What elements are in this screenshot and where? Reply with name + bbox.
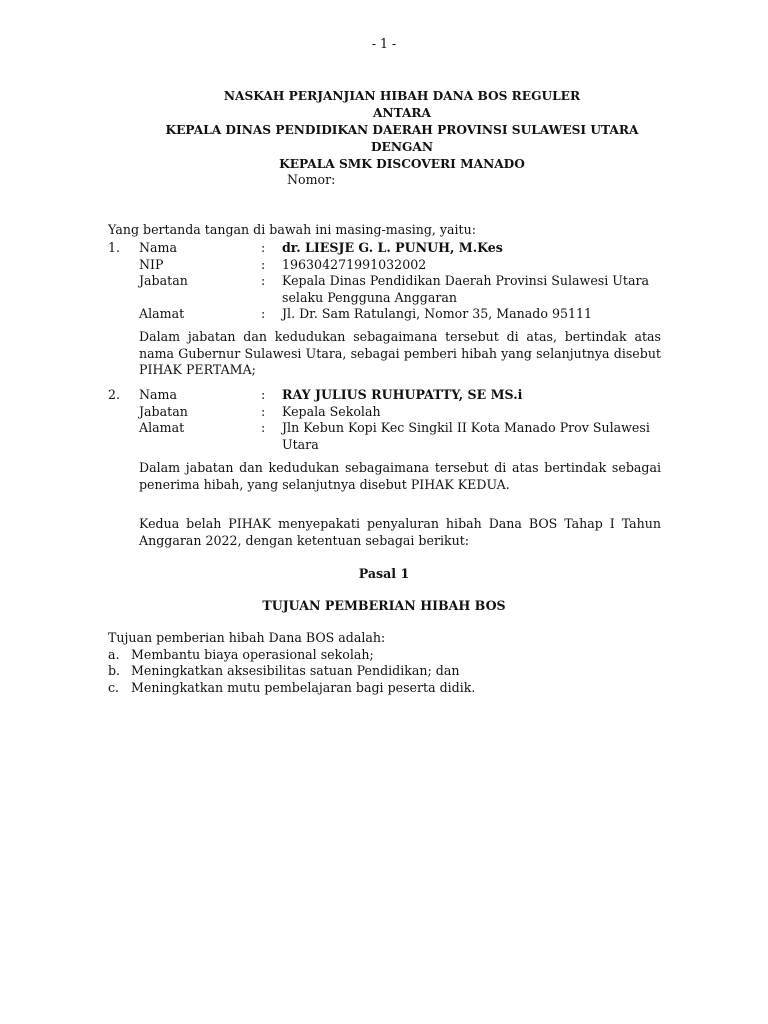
party-2 <box>108 387 666 453</box>
party-2-alamat-value: Jln Kebun Kopi Kec Singkil II Kota Manado Prov Sulawesi Utara <box>282 420 650 452</box>
tujuan-intro: Tujuan pemberian hibah Dana BOS adalah: <box>108 630 386 645</box>
list-item-text: Meningkatkan aksesibilitas satuan Pendidikan; dan <box>131 663 460 678</box>
title-line-3: KEPALA DINAS PENDIDIKAN DAERAH PROVINSI SULAWESI UTARA <box>165 123 639 137</box>
colon: : <box>261 387 266 402</box>
intro-text: Yang bertanda tangan di bawah ini masing-masing, yaitu: <box>108 222 476 237</box>
party-1-nip-label: NIP <box>139 256 164 272</box>
party-2-jabatan-value: Kepala Sekolah <box>282 403 381 419</box>
party-1 <box>108 240 666 323</box>
nomor-label: Nomor: <box>287 172 336 187</box>
list-marker: b. <box>108 663 121 678</box>
party-2-jabatan-label: Jabatan <box>139 403 188 419</box>
title-line-5: KEPALA SMK DISCOVERI MANADO <box>279 157 525 171</box>
party-2-alamat-label: Alamat <box>139 420 185 435</box>
colon: : <box>261 306 266 321</box>
party-1-alamat-label: Alamat <box>139 306 185 321</box>
colon: : <box>261 420 266 435</box>
party-1-jabatan-label: Jabatan <box>139 273 188 288</box>
list-item-text: Membantu biaya operasional sekolah; <box>131 646 374 662</box>
party-2-number: 2. <box>108 387 121 402</box>
list-marker: a. <box>108 646 120 662</box>
party-1-jabatan-value: Kepala Dinas Pendidikan Daerah Provinsi Sulawesi Utara selaku Pengguna Anggaran <box>282 273 649 305</box>
page-number: - 1 - <box>371 36 397 51</box>
party-2-paragraph: Dalam jabatan dan kedudukan sebagaimana tersebut di atas bertindak sebagai penerima hibah, yang selanjutnya disebut PIHAK KEDUA. <box>139 460 661 492</box>
agreement-paragraph: Kedua belah PIHAK menyepakati penyaluran hibah Dana BOS Tahap I Tahun Anggaran 2022, dengan ketentuan sebagai berikut: <box>139 516 661 548</box>
colon: : <box>261 273 266 288</box>
pasal-heading: Pasal 1 <box>358 566 410 581</box>
party-1-nama-value: dr. LIESJE G. L. PUNUH, M.Kes <box>282 240 503 255</box>
party-2-nama-value: RAY JULIUS RUHUPATTY, SE MS.i <box>282 387 523 402</box>
title-line-4: DENGAN <box>370 140 433 154</box>
colon: : <box>261 256 266 272</box>
party-2-nama-label: Nama <box>139 387 177 402</box>
party-1-nama-label: Nama <box>139 240 177 255</box>
tujuan-section <box>108 630 475 696</box>
list-item <box>108 647 475 664</box>
title-line-1: NASKAH PERJANJIAN HIBAH DANA BOS REGULER <box>223 89 581 103</box>
colon: : <box>261 403 266 419</box>
document-title <box>100 88 704 173</box>
colon: : <box>261 240 266 255</box>
party-1-number: 1. <box>108 240 121 255</box>
list-item <box>108 680 475 697</box>
party-1-alamat-value: Jl. Dr. Sam Ratulangi, Nomor 35, Manado 95111 <box>282 306 593 321</box>
list-marker: c. <box>108 679 120 695</box>
list-item <box>108 663 475 680</box>
party-1-paragraph: Dalam jabatan dan kedudukan sebagaimana tersebut di atas, bertindak atas nama Gubernur Sulawesi Utara, sebagai pemberi hibah yang selanjutnya disebut PIHAK PERTAMA; <box>139 329 661 377</box>
party-1-nip-value: 196304271991032002 <box>282 256 427 272</box>
list-item-text: Meningkatkan mutu pembelajaran bagi peserta didik. <box>131 679 476 695</box>
title-line-2: ANTARA <box>372 106 432 120</box>
pasal-title: TUJUAN PEMBERIAN HIBAH BOS <box>262 598 506 613</box>
